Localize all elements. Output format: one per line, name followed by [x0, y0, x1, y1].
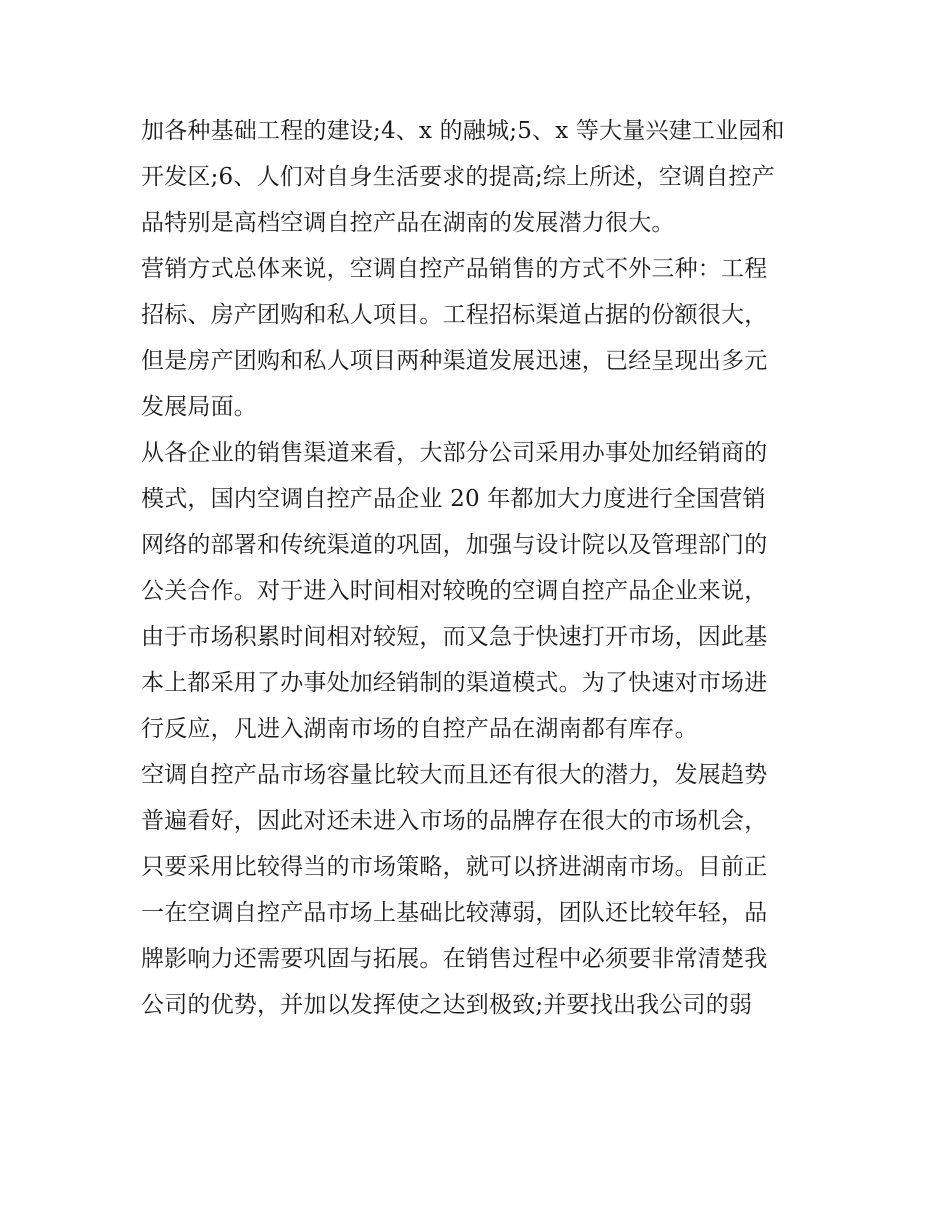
- text-line: 公关合作。对于进入时间相对较晚的空调自控产品企业来说，: [141, 578, 768, 604]
- text-line: 行反应，凡进入湖南市场的自控产品在湖南都有库存。: [141, 716, 698, 742]
- text-line: 普遍看好，因此对还未进入市场的品牌存在很大的市场机会，: [141, 808, 768, 834]
- text-line: 招标、房产团购和私人项目。工程招标渠道占据的份额很大，: [141, 302, 768, 328]
- text-line: 一在空调自控产品市场上基础比较薄弱，团队还比较年轻，品: [141, 900, 768, 926]
- text-line: 空调自控产品市场容量比较大而且还有很大的潜力，发展趋势: [141, 762, 768, 788]
- text-line: 从各企业的销售渠道来看，大部分公司采用办事处加经销商的: [141, 440, 768, 466]
- text-line: 发展局面。: [141, 394, 257, 420]
- document-body: [141, 108, 821, 1028]
- text-line: 加各种基础工程的建设;4、x 的融城;5、x 等大量兴建工业园和: [141, 118, 785, 144]
- text-line: 本上都采用了办事处加经销制的渠道模式。为了快速对市场进: [141, 670, 768, 696]
- text-line: 开发区;6、人们对自身生活要求的提高;综上所述，空调自控产: [141, 164, 775, 190]
- text-line: 营销方式总体来说，空调自控产品销售的方式不外三种：工程: [141, 256, 768, 282]
- text-line: 牌影响力还需要巩固与拓展。在销售过程中必须要非常清楚我: [141, 946, 768, 972]
- text-line: 但是房产团购和私人项目两种渠道发展迅速，已经呈现出多元: [141, 348, 768, 374]
- text-line: 只要采用比较得当的市场策略，就可以挤进湖南市场。目前正: [141, 854, 768, 880]
- text-line: 由于市场积累时间相对较短，而又急于快速打开市场，因此基: [141, 624, 768, 650]
- text-line: 模式，国内空调自控产品企业 20 年都加大力度进行全国营销: [141, 486, 766, 512]
- text-line: 品特别是高档空调自控产品在湖南的发展潜力很大。: [141, 210, 675, 236]
- text-line: 公司的优势，并加以发挥使之达到极致;并要找出我公司的弱: [141, 992, 753, 1018]
- text-line: 网络的部署和传统渠道的巩固，加强与设计院以及管理部门的: [141, 532, 768, 558]
